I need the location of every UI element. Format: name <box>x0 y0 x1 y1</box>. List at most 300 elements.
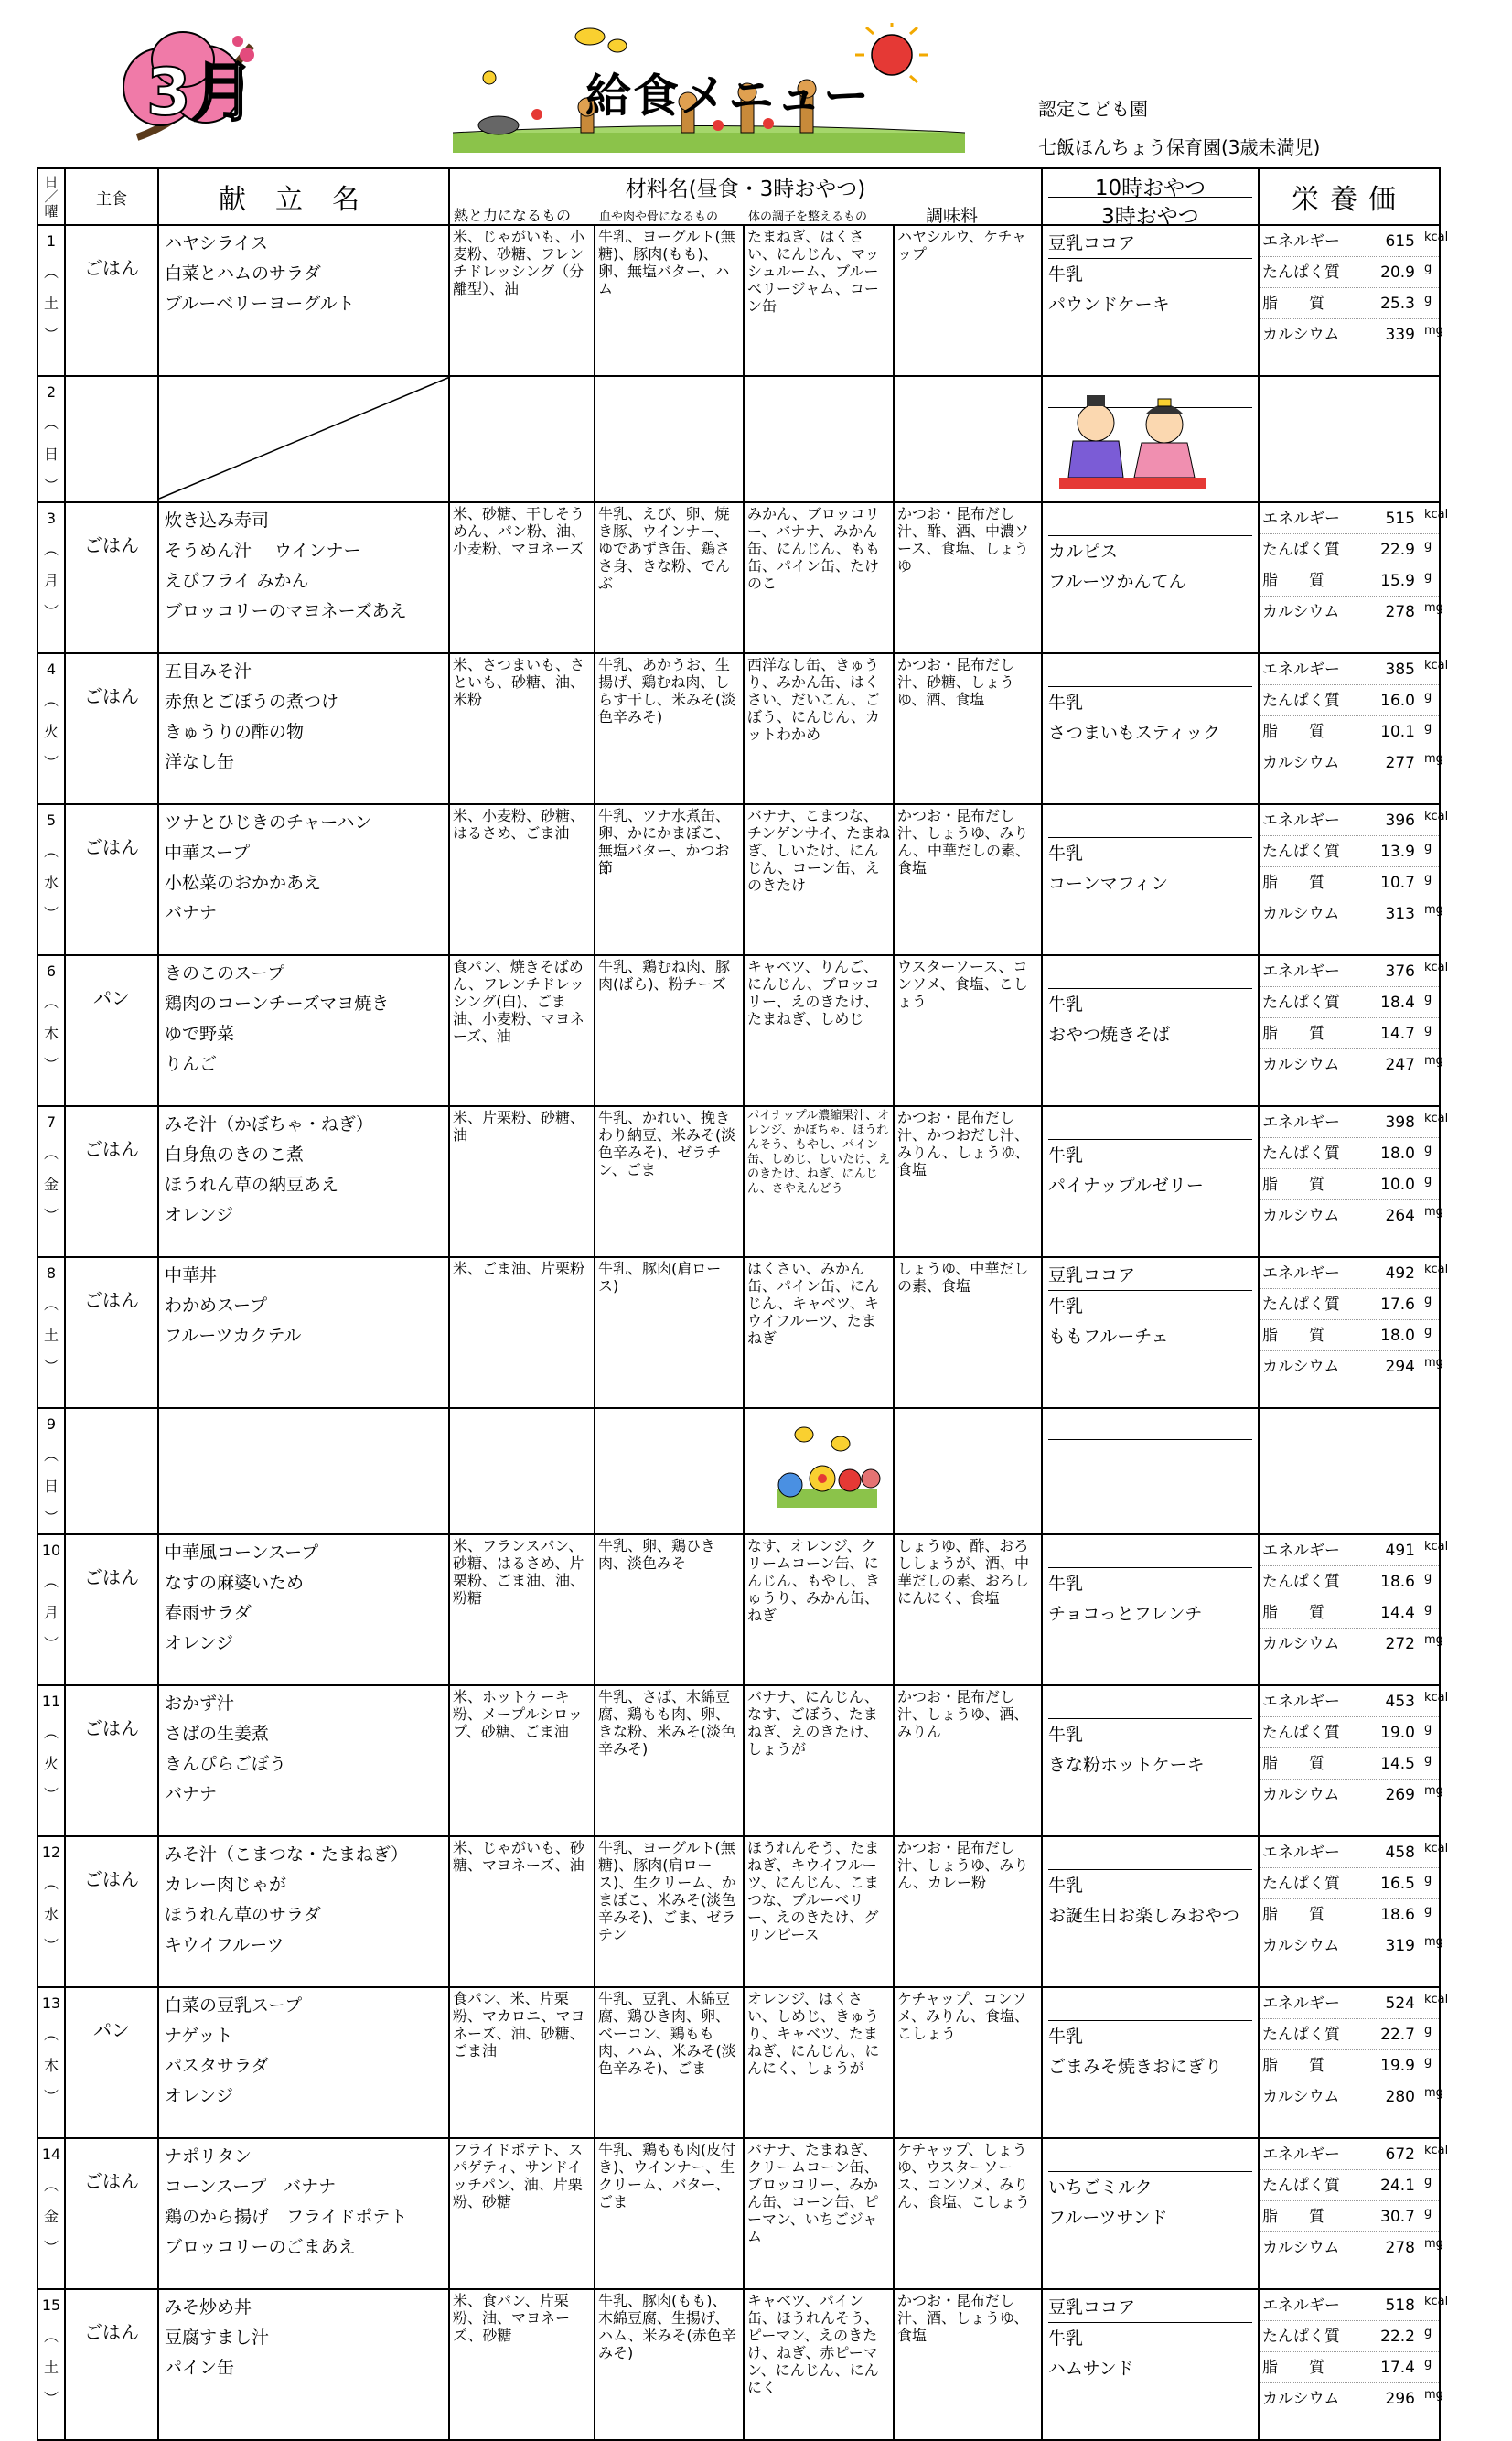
nutrition-cell <box>1259 1836 1449 1987</box>
material-energy-text: 米、小麦粉、砂糖、はるさめ、ごま油 <box>453 807 585 842</box>
day-number: 1 <box>46 232 57 250</box>
nutrition-value: 272 <box>1385 1635 1415 1653</box>
nutrition-value: 30.7 <box>1380 2208 1415 2226</box>
material-condition-text: バナナ、にんじん、なす、ごぼう、たまねぎ、えのきたけ、しょうが <box>747 1688 879 1758</box>
nutrition-label: エネルギー <box>1262 661 1340 679</box>
nutrition-cell <box>1259 2138 1449 2289</box>
material-body-text: 牛乳、ヨーグルト(無糖)、豚肉(肩ロース)、生クリーム、かまぼこ、米みそ(淡色辛みそ)、ごま、ゼラチン <box>598 1839 736 1943</box>
snack-pm-item: チョコっとフレンチ <box>1048 1604 1203 1624</box>
nutrition-protein-row <box>1260 534 1439 565</box>
day-cell <box>38 804 65 955</box>
staple-cell-empty <box>65 376 158 502</box>
nutrition-value: 18.6 <box>1380 1573 1415 1591</box>
nutrition-value: 319 <box>1385 1937 1415 1955</box>
nutrition-value: 17.6 <box>1380 1296 1415 1314</box>
snack-pm-item: コーンマフィン <box>1048 874 1169 894</box>
dish-item: ほうれん草の納豆あえ <box>165 1175 339 1195</box>
nutrition-unit: mg <box>1424 1356 1443 1370</box>
nutrition-label: エネルギー <box>1262 1542 1340 1560</box>
snack-pm-item: 牛乳 <box>1048 1574 1084 1594</box>
nutrition-label: 脂 質 <box>1262 2208 1324 2226</box>
snack-am-item <box>1048 1109 1252 1140</box>
material-body-cell <box>595 653 744 804</box>
day-row <box>38 1106 1440 1257</box>
dish-item: みそ汁（こまつな・たまねぎ） <box>165 1844 409 1865</box>
nutrition-label: 脂 質 <box>1262 2359 1324 2377</box>
material-condition-text: キャベツ、パイン缶、ほうれんそう、ピーマン、えのきたけ、ねぎ、赤ピーマン、にんじん、にんにく <box>747 2292 880 2396</box>
nutrition-unit: g <box>1424 570 1432 584</box>
nutrition-label: カルシウム <box>1262 1635 1340 1653</box>
dish-item: ナゲット <box>165 2026 233 2046</box>
snack-cell <box>1042 1685 1259 1836</box>
snack-cell <box>1042 2289 1259 2440</box>
nutrition-unit: g <box>1424 262 1432 275</box>
nutrition-unit: kcal <box>1424 1263 1449 1276</box>
nutrition-unit: kcal <box>1424 961 1449 974</box>
nutrition-label: エネルギー <box>1262 1693 1340 1711</box>
dish-item: おかず汁 <box>165 1694 235 1714</box>
snack-cell <box>1042 653 1259 804</box>
nutrition-unit: g <box>1424 2055 1432 2069</box>
dish-item: 白菜とハムのサラダ <box>165 263 321 284</box>
dish-item: 中華スープ <box>165 843 251 863</box>
nutrition-protein-row <box>1260 987 1439 1018</box>
bracket-open-icon: ︵ <box>43 692 59 709</box>
dish-cell <box>158 1685 449 1836</box>
material-cell-empty <box>744 1408 894 1534</box>
header-nutrition: 栄養価 <box>1259 168 1440 225</box>
staple-cell: ごはん <box>65 2289 158 2440</box>
nutrition-cell <box>1259 1534 1449 1685</box>
snack-cell <box>1042 502 1259 653</box>
nutrition-fat-row <box>1260 1018 1439 1049</box>
nutrition-calcium-row <box>1260 2383 1443 2414</box>
nutrition-cell-empty <box>1259 1408 1440 1534</box>
snack-pm-item: きな粉ホットケーキ <box>1048 1755 1205 1775</box>
material-seasoning-cell <box>894 804 1042 955</box>
material-seasoning-cell <box>894 1257 1042 1408</box>
dish-item: 炊き込み寿司 <box>165 511 270 531</box>
nutrition-cell <box>1259 804 1449 955</box>
dish-item: オレンジ <box>165 1205 234 1225</box>
material-condition-text: パイナップル濃縮果汁、オレンジ、かぼちゃ、ほうれんそう、もやし、パイン缶、しめじ、しいたけ、えのきたけ、ねぎ、にんじん、さやえんどう <box>747 1109 891 1196</box>
dish-cell <box>158 2138 449 2289</box>
nutrition-value: 524 <box>1385 1995 1415 2013</box>
nutrition-label: エネルギー <box>1262 962 1340 981</box>
bracket-close-icon: ︶ <box>43 1786 59 1803</box>
bracket-open-icon: ︵ <box>43 1446 59 1464</box>
nutrition-value: 458 <box>1385 1844 1415 1862</box>
material-energy-text: 食パン、焼きそばめん、フレンチドレッシング(白)、ごま油、小麦粉、マヨネーズ、油 <box>453 958 585 1045</box>
day-row <box>38 2138 1440 2289</box>
material-condition-cell <box>744 1987 894 2138</box>
day-row <box>38 1534 1440 1685</box>
nutrition-value: 15.9 <box>1380 572 1415 590</box>
nutrition-energy-row <box>1260 1535 1449 1566</box>
day-cell <box>38 1534 65 1685</box>
nutrition-label: 脂 質 <box>1262 1906 1324 1924</box>
dish-item <box>165 2382 448 2413</box>
dish-item: バナナ <box>165 903 218 923</box>
header-day: 日／曜 <box>38 168 65 225</box>
dish-item: ハヤシライス <box>165 233 269 253</box>
material-body-text: 牛乳、さば、木綿豆腐、鶏もも肉、卵、きな粉、米みそ(淡色辛みそ) <box>598 1688 736 1758</box>
snack-pm-item: お誕生日お楽しみおやつ <box>1048 1906 1240 1926</box>
snack-am-item <box>1048 505 1252 536</box>
material-condition-text: ほうれんそう、たまねぎ、キウイフルーツ、にんじん、こまつな、ブルーベリー、えのきたけ、グリンピース <box>747 1839 880 1943</box>
nutrition-label: 脂 質 <box>1262 874 1324 892</box>
nutrition-calcium-row <box>1260 2081 1443 2112</box>
day-number: 4 <box>46 661 57 678</box>
nutrition-energy-row <box>1260 2139 1449 2170</box>
day-of-week: 土 <box>43 295 59 312</box>
snack-pm-item: 牛乳 <box>1048 1296 1084 1317</box>
header-cat-seasoning: 調味料 <box>926 206 979 226</box>
nutrition-label: カルシウム <box>1262 2088 1340 2106</box>
nutrition-label: エネルギー <box>1262 1995 1340 2013</box>
material-energy-cell <box>449 1685 595 1836</box>
material-body-cell <box>595 2138 744 2289</box>
snack-am-item <box>1048 1688 1252 1719</box>
nutrition-label: たんぱく質 <box>1262 843 1340 861</box>
bracket-open-icon: ︵ <box>43 1296 59 1313</box>
nutrition-energy-row <box>1260 503 1449 534</box>
day-number: 10 <box>41 1542 61 1559</box>
bracket-open-icon: ︵ <box>43 2026 59 2043</box>
nutrition-unit: kcal <box>1424 1540 1449 1554</box>
nutrition-energy-row <box>1260 1258 1449 1289</box>
material-body-cell <box>595 804 744 955</box>
nutrition-value: 280 <box>1385 2088 1415 2106</box>
nutrition-calcium-row <box>1260 898 1443 929</box>
material-seasoning-text: かつお・昆布だし汁、酢、酒、中濃ソース、食塩、しょうゆ <box>897 505 1030 575</box>
day-cell <box>38 955 65 1106</box>
bracket-close-icon: ︶ <box>43 477 59 494</box>
nutrition-label: たんぱく質 <box>1262 1145 1340 1163</box>
nutrition-protein-row <box>1260 2321 1439 2352</box>
material-condition-cell <box>744 2138 894 2289</box>
nutrition-unit: g <box>1424 293 1432 306</box>
page-title: 給食メニュー <box>585 70 871 123</box>
nutrition-label: たんぱく質 <box>1262 2026 1340 2044</box>
nutrition-unit: kcal <box>1424 1691 1449 1704</box>
nutrition-label: カルシウム <box>1262 2390 1340 2408</box>
nutrition-value: 20.9 <box>1380 263 1415 282</box>
nutrition-label: 脂 質 <box>1262 1604 1324 1622</box>
day-cell <box>38 1987 65 2138</box>
nutrition-value: 269 <box>1385 1786 1415 1804</box>
day-of-week: 水 <box>43 1906 59 1923</box>
nutrition-unit: g <box>1424 539 1432 553</box>
material-body-text: 牛乳、えび、卵、焼き豚、ウインナー、ゆであずき缶、鶏ささ身、きな粉、でんぶ <box>598 505 731 592</box>
nutrition-label: たんぱく質 <box>1262 541 1340 559</box>
nutrition-unit: mg <box>1424 903 1443 917</box>
nutrition-fat-row <box>1260 1169 1439 1200</box>
material-seasoning-text: かつお・昆布だし汁、しょうゆ、みりん、中華だしの素、食塩 <box>897 807 1030 876</box>
day-row <box>38 653 1440 804</box>
nutrition-fat-row <box>1260 288 1439 319</box>
material-body-text: 牛乳、豆乳、木綿豆腐、鶏ひき肉、卵、ベーコン、鶏もも肉、ハム、米みそ(淡色辛みそ)、ごま <box>598 1990 736 2077</box>
nutrition-protein-row <box>1260 1138 1439 1169</box>
material-condition-text: キャベツ、りんご、にんじん、ブロッコリー、えのきたけ、たまねぎ、しめじ <box>747 958 880 1027</box>
nutrition-unit: g <box>1424 1602 1432 1616</box>
material-seasoning-text: かつお・昆布だし汁、かつおだし汁、みりん、しょうゆ、食塩 <box>897 1109 1030 1178</box>
nutrition-label: たんぱく質 <box>1262 1296 1340 1314</box>
nutrition-value: 296 <box>1385 2390 1415 2408</box>
dish-item: キウイフルーツ <box>165 1935 284 1955</box>
nutrition-value: 264 <box>1385 1207 1415 1225</box>
material-body-text: 牛乳、豚肉(もも)、木綿豆腐、生揚げ、ハム、米みそ(赤色辛みそ) <box>598 2292 736 2361</box>
day-of-week: 木 <box>43 1025 59 1042</box>
nutrition-label: 脂 質 <box>1262 723 1324 741</box>
snack-cell <box>1042 1987 1259 2138</box>
snack-am-item <box>1048 2141 1252 2172</box>
nutrition-value: 278 <box>1385 603 1415 621</box>
nutrition-energy-row <box>1260 1837 1449 1868</box>
dish-item: きんぴらごぼう <box>165 1754 287 1774</box>
nutrition-protein-row <box>1260 1566 1439 1597</box>
dish-item: ほうれん草のサラダ <box>165 1905 321 1925</box>
nutrition-value: 385 <box>1385 661 1415 679</box>
material-energy-cell <box>449 225 595 376</box>
dish-item: みそ汁（かぼちゃ・ねぎ） <box>165 1114 374 1134</box>
bracket-close-icon: ︶ <box>43 2088 59 2105</box>
day-row <box>38 1987 1440 2138</box>
staple-cell: ごはん <box>65 1257 158 1408</box>
bracket-open-icon: ︵ <box>43 263 59 281</box>
nutrition-label: 脂 質 <box>1262 572 1324 590</box>
dish-item: ブロッコリーのマヨネーズあえ <box>165 601 407 621</box>
snack-cell-empty <box>1042 1408 1259 1534</box>
material-energy-text: 米、片栗粉、砂糖、油 <box>453 1109 585 1144</box>
material-cell-empty <box>744 376 894 502</box>
material-condition-cell <box>744 2289 894 2440</box>
day-number: 13 <box>41 1995 61 2012</box>
nutrition-label: 脂 質 <box>1262 295 1324 313</box>
nutrition-fat-row <box>1260 2050 1439 2081</box>
material-body-cell <box>595 1836 744 1987</box>
nutrition-protein-row <box>1260 1289 1439 1320</box>
dish-item: バナナ <box>165 1784 218 1804</box>
nutrition-unit: kcal <box>1424 810 1449 823</box>
nutrition-label: たんぱく質 <box>1262 994 1340 1012</box>
nutrition-fat-row <box>1260 2352 1439 2383</box>
day-cell <box>38 1836 65 1987</box>
material-body-cell <box>595 225 744 376</box>
dish-item: オレンジ <box>165 2086 234 2106</box>
nutrition-energy-row <box>1260 2290 1449 2321</box>
nutrition-value: 22.2 <box>1380 2328 1415 2346</box>
day-row <box>38 1408 1440 1534</box>
material-condition-cell <box>744 653 894 804</box>
dish-item: パスタサラダ <box>165 2056 269 2076</box>
nutrition-unit: kcal <box>1424 1112 1449 1125</box>
nutrition-unit: g <box>1424 841 1432 855</box>
material-seasoning-text: かつお・昆布だし汁、酒、しょうゆ、食塩 <box>897 2292 1029 2344</box>
nutrition-label: たんぱく質 <box>1262 2177 1340 2195</box>
nutrition-unit: g <box>1424 2175 1432 2188</box>
dish-item: オレンジ <box>165 1633 234 1653</box>
nutrition-unit: mg <box>1424 1054 1443 1068</box>
nutrition-unit: mg <box>1424 601 1443 615</box>
nutrition-cell-empty <box>1259 376 1440 502</box>
header-snack-pm: 3時おやつ <box>1101 205 1199 229</box>
nutrition-energy-row <box>1260 1988 1449 2019</box>
header-materials-title: 材料名(昼食・3時おやつ) <box>625 177 866 201</box>
snack-cell <box>1042 2138 1259 2289</box>
nutrition-calcium-row <box>1260 1200 1443 1231</box>
nutrition-value: 14.4 <box>1380 1604 1415 1622</box>
day-number: 3 <box>46 510 57 527</box>
nutrition-unit: mg <box>1424 2237 1443 2251</box>
nutrition-calcium-row <box>1260 1629 1443 1659</box>
day-number: 8 <box>46 1264 57 1282</box>
dish-cell <box>158 1836 449 1987</box>
nutrition-value: 398 <box>1385 1113 1415 1132</box>
material-energy-cell <box>449 955 595 1106</box>
material-seasoning-cell <box>894 1106 1042 1257</box>
bracket-close-icon: ︶ <box>43 2390 59 2407</box>
nutrition-calcium-row <box>1260 2232 1443 2263</box>
organization-name: 認定こども園 <box>1038 98 1148 120</box>
material-energy-text: 米、さつまいも、さといも、砂糖、油、米粉 <box>453 656 585 708</box>
material-seasoning-text: かつお・昆布だし汁、しょうゆ、酒、みりん <box>897 1688 1029 1740</box>
nutrition-cell <box>1259 653 1449 804</box>
material-energy-text: 米、ごま油、片栗粉 <box>453 1260 585 1277</box>
nutrition-unit: mg <box>1424 1784 1443 1798</box>
day-row <box>38 1836 1440 1987</box>
dish-item: 中華風コーンスープ <box>165 1543 319 1563</box>
dish-item: フルーツカクテル <box>165 1326 302 1346</box>
bracket-open-icon: ︵ <box>43 2328 59 2345</box>
snack-am-item <box>1048 656 1252 687</box>
dish-item: 鶏肉のコーンチーズマヨ焼き <box>165 994 390 1014</box>
nutrition-energy-row <box>1260 226 1449 257</box>
nutrition-calcium-row <box>1260 597 1443 627</box>
page-header <box>0 0 1512 165</box>
nutrition-cell <box>1259 1106 1449 1257</box>
snack-pm-item: おやつ焼きそば <box>1048 1025 1171 1045</box>
snack-pm-item: 牛乳 <box>1048 995 1084 1015</box>
day-of-week: 月 <box>43 572 59 589</box>
day-row <box>38 955 1440 1106</box>
nutrition-fat-row <box>1260 1748 1439 1780</box>
nutrition-fat-row <box>1260 565 1439 597</box>
day-cell <box>38 502 65 653</box>
nutrition-value: 515 <box>1385 510 1415 528</box>
bracket-open-icon: ︵ <box>43 1724 59 1741</box>
nutrition-value: 10.0 <box>1380 1176 1415 1194</box>
nutrition-value: 294 <box>1385 1358 1415 1376</box>
snack-pm-item: 牛乳 <box>1048 1145 1084 1166</box>
day-cell <box>38 1685 65 1836</box>
material-energy-cell <box>449 2138 595 2289</box>
snack-pm-item: フルーツかんてん <box>1048 572 1186 592</box>
bracket-open-icon: ︵ <box>43 994 59 1011</box>
nutrition-label: カルシウム <box>1262 1207 1340 1225</box>
nutrition-unit: g <box>1424 1023 1432 1037</box>
nutrition-unit: g <box>1424 721 1432 735</box>
dish-item: ゆで野菜 <box>165 1024 235 1044</box>
diagonal-line-icon <box>159 377 450 499</box>
menu-body <box>38 225 1449 2440</box>
nutrition-unit: g <box>1424 690 1432 704</box>
snack-pm-item: フルーツサンド <box>1048 2208 1168 2228</box>
nutrition-cell <box>1259 1987 1449 2138</box>
day-number: 15 <box>41 2296 61 2314</box>
dish-item: 鶏のから揚げ フライドポテト <box>165 2207 408 2227</box>
nutrition-protein-row <box>1260 1717 1439 1748</box>
dish-item: 小松菜のおかかあえ <box>165 873 322 893</box>
dish-cell-empty <box>158 1408 449 1534</box>
nutrition-unit: kcal <box>1424 508 1449 522</box>
dish-cell <box>158 804 449 955</box>
nutrition-value: 17.4 <box>1380 2359 1415 2377</box>
material-body-text: 牛乳、かれい、挽きわり納豆、米みそ(淡色辛みそ)、ゼラチン、ごま <box>598 1109 736 1178</box>
day-row <box>38 502 1440 653</box>
nutrition-value: 518 <box>1385 2296 1415 2315</box>
material-cell-empty <box>894 1408 1042 1534</box>
dish-cell-empty <box>158 376 449 502</box>
organization-subname: 七飯ほんちょう保育園(3歳未満児) <box>1038 136 1321 158</box>
material-body-cell <box>595 1685 744 1836</box>
nutrition-label: カルシウム <box>1262 1786 1340 1804</box>
bracket-open-icon: ︵ <box>43 843 59 860</box>
dish-item: カレー肉じゃが <box>165 1875 287 1895</box>
nutrition-label: カルシウム <box>1262 754 1340 772</box>
bracket-close-icon: ︶ <box>43 1207 59 1224</box>
staple-cell: ごはん <box>65 804 158 955</box>
day-cell <box>38 376 65 502</box>
dish-item: わかめスープ <box>165 1296 268 1316</box>
nutrition-unit: kcal <box>1424 2295 1449 2308</box>
dish-item: ブロッコリーのごまあえ <box>165 2237 356 2257</box>
nutrition-calcium-row <box>1260 319 1443 349</box>
snack-cell <box>1042 1836 1259 1987</box>
nutrition-label: カルシウム <box>1262 1056 1340 1074</box>
material-cell-empty <box>595 376 744 502</box>
material-energy-cell <box>449 1257 595 1408</box>
material-condition-text: たまねぎ、はくさい、にんじん、マッシュルーム、ブルーベリージャム、コーン缶 <box>747 228 880 315</box>
nutrition-value: 19.0 <box>1380 1724 1415 1742</box>
snack-am-item <box>1048 1537 1252 1568</box>
material-energy-cell <box>449 653 595 804</box>
material-energy-cell <box>449 502 595 653</box>
staple-cell: ごはん <box>65 653 158 804</box>
bracket-open-icon: ︵ <box>43 1145 59 1162</box>
material-seasoning-cell <box>894 955 1042 1106</box>
nutrition-calcium-row <box>1260 747 1443 778</box>
material-body-text: 牛乳、ヨーグルト(無糖)、豚肉(もも)、卵、無塩バター、ハム <box>598 228 735 297</box>
nutrition-value: 16.5 <box>1380 1875 1415 1893</box>
material-body-text: 牛乳、鶏むね肉、豚肉(ばら)、粉チーズ <box>598 958 731 993</box>
bracket-close-icon: ︶ <box>43 1358 59 1375</box>
material-condition-cell <box>744 1836 894 1987</box>
nutrition-label: カルシウム <box>1262 326 1340 344</box>
nutrition-value: 376 <box>1385 962 1415 981</box>
nutrition-value: 16.0 <box>1380 692 1415 710</box>
material-seasoning-cell <box>894 502 1042 653</box>
material-condition-cell <box>744 955 894 1106</box>
material-body-cell <box>595 1106 744 1257</box>
header-dish-name: 献立名 <box>158 168 449 225</box>
day-number: 5 <box>46 812 57 829</box>
header-staple: 主食 <box>65 168 158 225</box>
material-body-text: 牛乳、ツナ水煮缶、卵、かにかまぼこ、無塩バター、かつお節 <box>598 807 731 876</box>
nutrition-cell <box>1259 955 1449 1106</box>
material-energy-cell <box>449 1987 595 2138</box>
nutrition-value: 339 <box>1385 326 1415 344</box>
